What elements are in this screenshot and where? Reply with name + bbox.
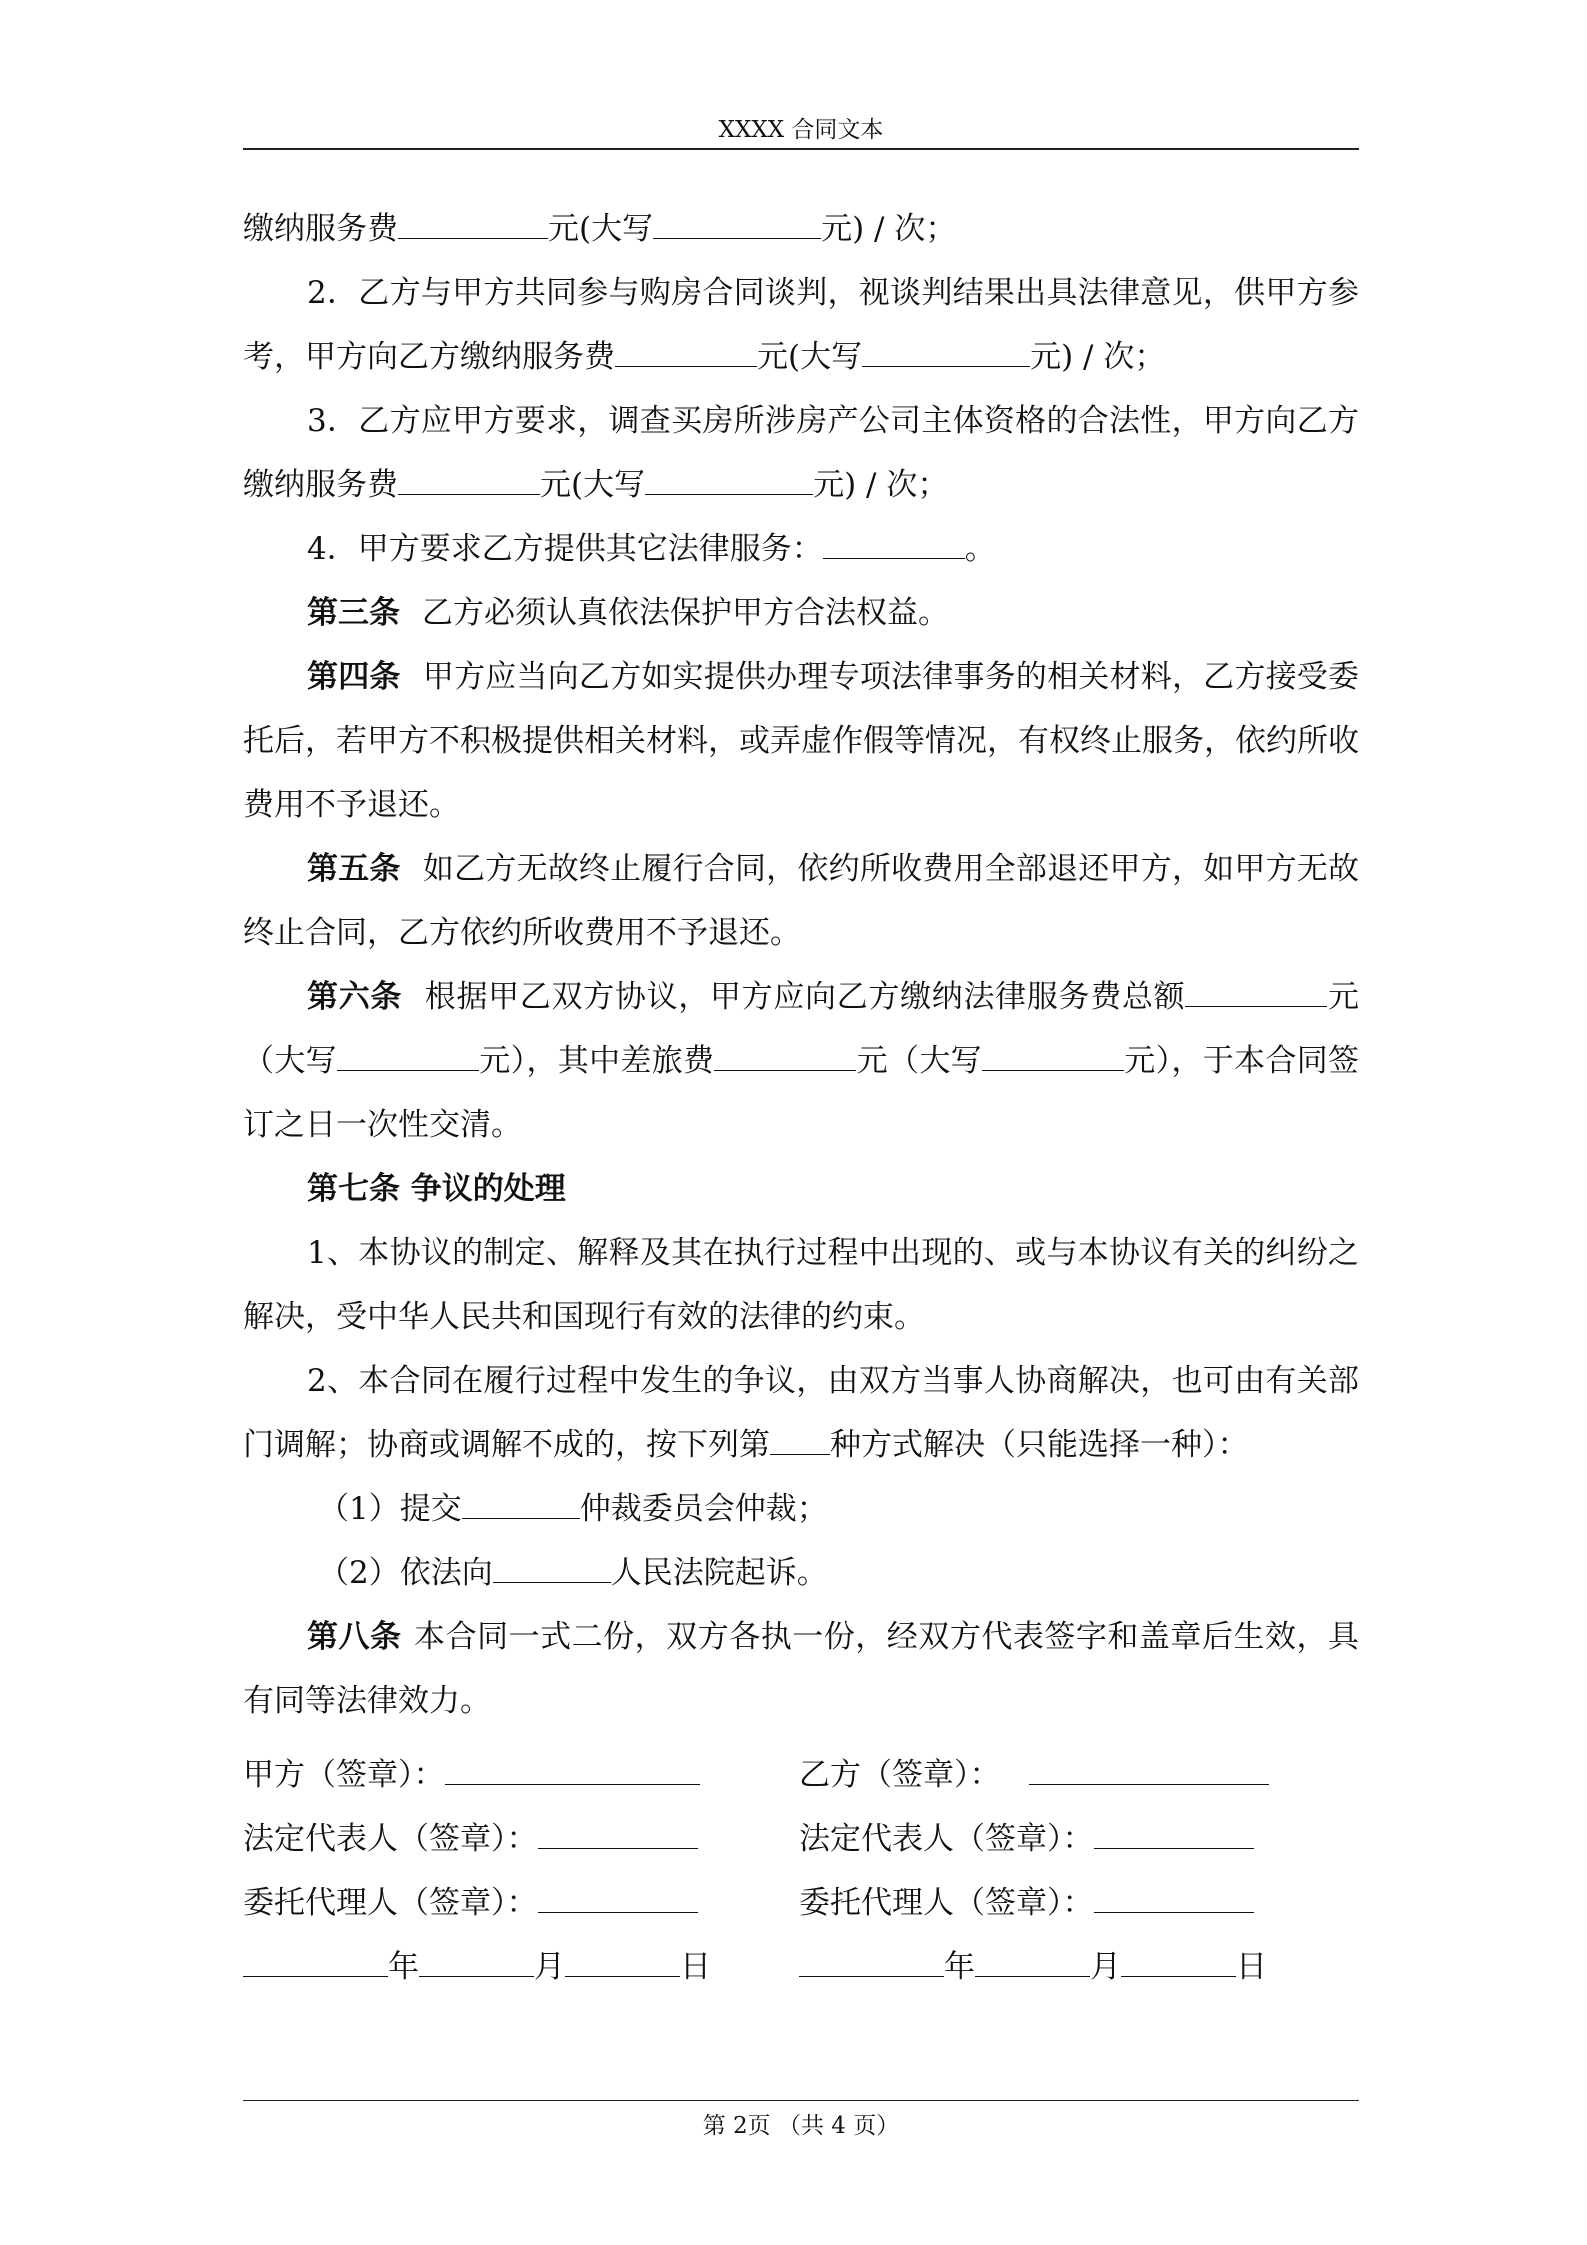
page-number: 第 2页 （共 4 页） [702, 2113, 900, 2139]
document-header: XXXX 合同文本 [718, 117, 884, 143]
signature-field[interactable] [1094, 1822, 1254, 1849]
text: 本合同一式二份，双方各执一份，经双方代表签字和盖章后生效，具有同等法律效力。 [243, 1619, 1359, 1719]
party-a-rep [243, 1807, 698, 1871]
signature-field[interactable] [445, 1758, 700, 1785]
text: 。 [964, 531, 996, 567]
article-3 [243, 581, 1359, 645]
sig-row-party [243, 1743, 1359, 1807]
clause-2 [243, 261, 1359, 389]
year-field[interactable] [243, 1950, 388, 1977]
blank-field[interactable] [862, 340, 1030, 367]
label: 月 [534, 1949, 565, 1985]
label: 年 [944, 1949, 975, 1985]
footer-divider [243, 2100, 1359, 2101]
sig-row-date [243, 1935, 1359, 1999]
signature-field[interactable] [1094, 1886, 1254, 1913]
blank-field[interactable] [615, 340, 757, 367]
option-1 [243, 1477, 1359, 1541]
month-field[interactable] [419, 1950, 534, 1977]
signature-field[interactable] [538, 1822, 698, 1849]
blank-field[interactable] [398, 468, 540, 495]
text: 根据甲乙双方协议，甲方应向乙方缴纳法律服务费总额 [424, 979, 1186, 1015]
article-title: 第八条 [307, 1619, 402, 1655]
label: 委托代理人（签章）： [799, 1885, 1094, 1921]
text: 元(大写 [540, 467, 646, 503]
clause-3 [243, 389, 1359, 517]
option-2 [243, 1541, 1359, 1605]
signature-field[interactable] [1029, 1758, 1269, 1785]
text: 种方式解决（只能选择一种）： [830, 1427, 1249, 1463]
signature-field[interactable] [538, 1886, 698, 1913]
article-7-item-2 [243, 1349, 1359, 1477]
party-b-sign [799, 1743, 1269, 1807]
fee-line-1 [243, 197, 1359, 261]
label: 年 [388, 1949, 419, 1985]
blank-field[interactable] [337, 1044, 479, 1071]
text: 元），其中差旅费 [478, 1043, 715, 1079]
clause-4 [243, 517, 1359, 581]
blank-field[interactable] [493, 1556, 611, 1583]
text: 元），于本合同签订之日一次性交清。 [243, 1043, 1360, 1143]
text: 元(大写 [757, 339, 863, 375]
text: 甲方应当向乙方如实提供办理专项法律事务的相关材料，乙方接受委托后，若甲方不积极提供相关材料，或弄虚作假等情况，有权终止服务，依约所收费用不予退还。 [243, 659, 1360, 823]
party-b-date [799, 1935, 1267, 1999]
label: 月 [1090, 1949, 1121, 1985]
article-4 [243, 645, 1359, 837]
blank-field[interactable] [714, 1044, 856, 1071]
article-6 [243, 965, 1359, 1157]
party-a-sign [243, 1743, 700, 1807]
label: 委托代理人（签章）： [243, 1885, 538, 1921]
text: 元) / 次； [813, 467, 949, 503]
text: 元（大写 [243, 979, 1360, 1079]
text: 元（大写 [856, 1043, 982, 1079]
text: 乙方必须认真依法保护甲方合法权益。 [422, 595, 949, 631]
text: 缴纳服务费 [243, 211, 398, 247]
text: 人民法院起诉。 [610, 1555, 828, 1591]
text: 元) / 次； [1030, 339, 1166, 375]
text: 2、本合同在履行过程中发生的争议，由双方当事人协商解决，也可由有关部门调解；协商或调解不成的，按下列第 [243, 1363, 1359, 1463]
label: 法定代表人（签章）： [243, 1821, 538, 1857]
article-title: 第三条 [307, 595, 400, 631]
month-field[interactable] [975, 1950, 1090, 1977]
sig-row-agent [243, 1871, 1359, 1935]
label: 日 [1236, 1949, 1267, 1985]
text: 元(大写 [548, 211, 654, 247]
article-title: 第四条 [307, 659, 401, 695]
blank-field[interactable] [982, 1044, 1124, 1071]
article-8 [243, 1605, 1359, 1733]
article-title: 第六条 [307, 979, 403, 1015]
day-field[interactable] [565, 1950, 680, 1977]
header-divider [243, 148, 1359, 150]
text: （1）提交 [318, 1491, 462, 1527]
article-7-item-1: 1、本协议的制定、解释及其在执行过程中出现的、或与本协议有关的纠纷之解决，受中华人民共和国现行有效的法律的约束。 [243, 1235, 1359, 1335]
blank-field[interactable] [398, 212, 548, 239]
signature-block [243, 1743, 1359, 1999]
text: 2．乙方与甲方共同参与购房合同谈判，视谈判结果出具法律意见，供甲方参考，甲方向乙方缴纳服务费 [243, 275, 1359, 375]
article-5 [243, 837, 1359, 965]
article-7-title: 第七条 争议的处理 [307, 1171, 566, 1207]
label: 日 [680, 1949, 711, 1985]
text: （2）依法向 [318, 1555, 493, 1591]
text: 4．甲方要求乙方提供其它法律服务： [307, 531, 823, 567]
party-a-date [243, 1935, 711, 1999]
sig-row-rep [243, 1807, 1359, 1871]
label: 乙方（签章）： [799, 1757, 1001, 1793]
blank-field[interactable] [645, 468, 813, 495]
article-title: 第五条 [307, 851, 401, 887]
party-b-agent [799, 1871, 1254, 1935]
blank-field[interactable] [770, 1428, 830, 1455]
blank-field[interactable] [823, 532, 965, 559]
party-b-rep [799, 1807, 1254, 1871]
text: 如乙方无故终止履行合同，依约所收费用全部退还甲方，如甲方无故终止合同，乙方依约所收费用不予退还。 [243, 851, 1360, 951]
text: 3．乙方应甲方要求，调查买房所涉房产公司主体资格的合法性，甲方向乙方缴纳服务费 [243, 403, 1359, 503]
label: 法定代表人（签章）： [799, 1821, 1094, 1857]
blank-field[interactable] [1185, 980, 1327, 1007]
blank-field[interactable] [653, 212, 821, 239]
party-a-agent [243, 1871, 698, 1935]
day-field[interactable] [1121, 1950, 1236, 1977]
text: 元) / 次； [821, 211, 957, 247]
text: 仲裁委员会仲裁； [579, 1491, 828, 1527]
year-field[interactable] [799, 1950, 944, 1977]
contract-body [243, 197, 1359, 1733]
blank-field[interactable] [462, 1492, 580, 1519]
label: 甲方（签章）： [243, 1757, 445, 1793]
